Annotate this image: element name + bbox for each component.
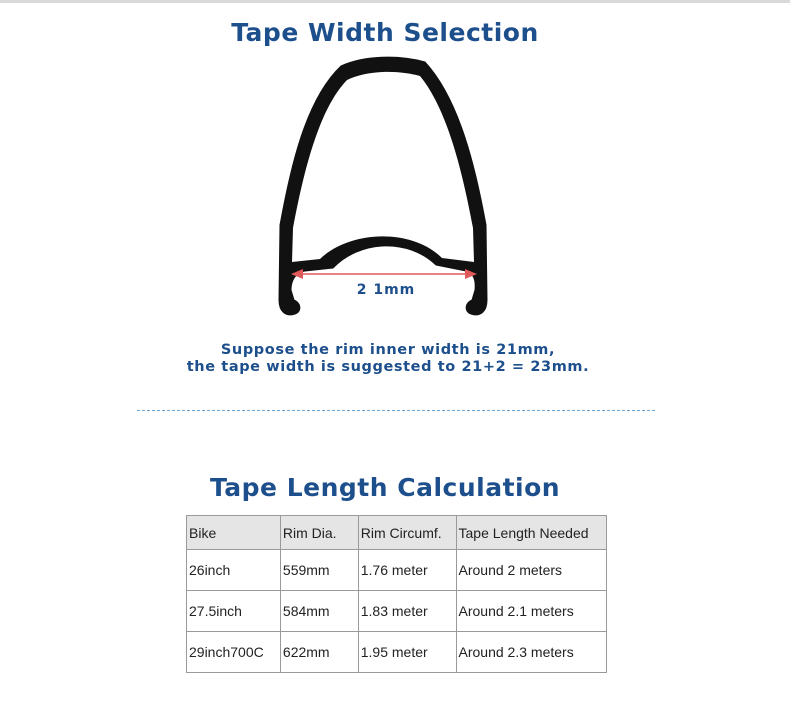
tape-width-title: Tape Width Selection [231,18,539,47]
table-header-row [187,516,607,550]
section-divider [137,410,655,411]
header-bike: Bike [187,516,281,550]
cell-rim-circumf: 1.95 meter [358,632,456,673]
cell-tape-length: Around 2.3 meters [456,632,606,673]
cell-bike: 26inch [187,550,281,591]
cell-rim-circumf: 1.76 meter [358,550,456,591]
width-dimension-label: 2 1mm [356,282,416,298]
table-row [187,591,607,632]
tape-length-table [186,515,607,673]
header-tape-length: Tape Length Needed [456,516,606,550]
cell-bike: 27.5inch [187,591,281,632]
cell-rim-dia: 559mm [280,550,358,591]
cell-rim-dia: 622mm [280,632,358,673]
cell-tape-length: Around 2 meters [456,550,606,591]
table-row [187,550,607,591]
caption-line-1: Suppose the rim inner width is 21mm, [220,342,556,358]
tape-length-title: Tape Length Calculation [209,473,561,502]
cell-bike: 29inch700C [187,632,281,673]
cell-tape-length: Around 2.1 meters [456,591,606,632]
cell-rim-dia: 584mm [280,591,358,632]
table-row [187,632,607,673]
cell-rim-circumf: 1.83 meter [358,591,456,632]
caption-line-2: the tape width is suggested to 21+2 = 23mm. [186,359,590,375]
header-rim-dia: Rim Dia. [280,516,358,550]
header-rim-circumf: Rim Circumf. [358,516,456,550]
